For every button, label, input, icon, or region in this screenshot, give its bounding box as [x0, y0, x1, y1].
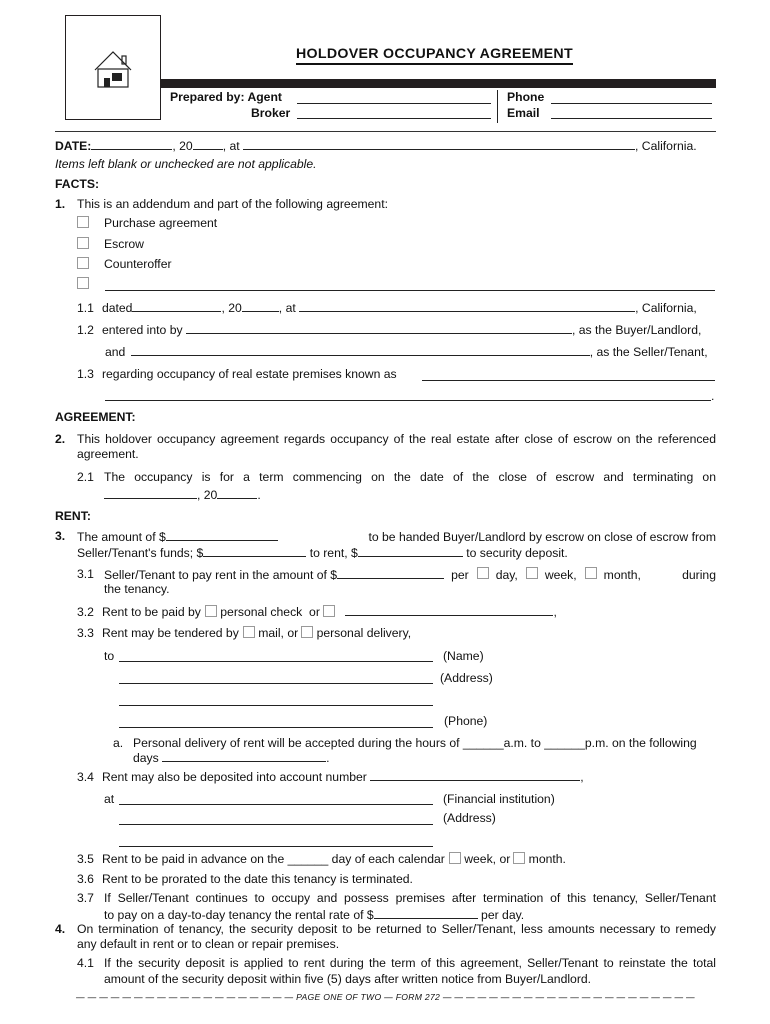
day-label: day,: [495, 568, 518, 582]
section-3-3: [77, 626, 411, 640]
section-3-1-number: 3.1: [77, 567, 94, 581]
delivery-days-field[interactable]: [162, 750, 326, 762]
item-2-number: 2.: [55, 432, 66, 446]
section-3-1-line-2: the tenancy.: [104, 582, 170, 596]
place-field[interactable]: [243, 138, 635, 150]
broker-field[interactable]: [297, 107, 491, 119]
end-year-field[interactable]: [217, 487, 257, 499]
days-label: days: [133, 751, 159, 765]
premises-label: regarding occupancy of real estate premises known as: [101, 367, 397, 381]
buyer-role-label: , as the Buyer/Landlord,: [571, 323, 702, 337]
facts-heading: FACTS:: [55, 177, 100, 191]
year-prefix: , 20: [172, 139, 193, 153]
personal-delivery-checkbox[interactable]: [301, 626, 313, 638]
item-4-number: 4.: [55, 922, 66, 936]
item-2-line-2: agreement.: [77, 447, 139, 461]
or-label: or: [309, 605, 320, 619]
week-label: week,: [544, 568, 577, 582]
option-counteroffer[interactable]: [77, 257, 172, 271]
item-2-line-1: This holdover occupancy agreement regards occupancy of the real estate after close of escrow on the referenced: [77, 432, 716, 446]
recipient-address-field-2[interactable]: [119, 694, 433, 706]
other-agreement-field[interactable]: [105, 279, 715, 291]
week-or-label: week, or: [464, 852, 511, 866]
account-label: Rent may also be deposited into account number: [101, 770, 367, 784]
premises-field-2[interactable]: [105, 389, 711, 401]
section-3-1-line-1: [104, 567, 716, 582]
broker-label: Broker: [251, 106, 291, 120]
page-footer: — — — — — — — — — — — — — — — — — — — PAGE ONE OF TWO — FORM 272 — — — — — — — — — — — — — — — — — — — — — —: [76, 992, 695, 1002]
year-field[interactable]: [242, 300, 279, 312]
institution-address-field[interactable]: [119, 813, 433, 825]
dated-field[interactable]: [132, 300, 221, 312]
institution-address-label: (Address): [443, 811, 496, 825]
section-3-4: 3.4 Rent may also be deposited into account number ,: [77, 770, 584, 784]
date-label: DATE:: [55, 139, 92, 153]
amount-label: The amount of $: [77, 530, 166, 544]
handed-label: to be handed Buyer/Landlord by escrow on close of escrow from: [368, 530, 716, 544]
california-label: , California,: [635, 301, 697, 315]
to-deposit-label: to security deposit.: [466, 546, 568, 560]
email-label: Email: [507, 106, 540, 120]
institution-address-field-2[interactable]: [119, 835, 433, 847]
section-2-1-line-2: , 20 .: [104, 487, 261, 502]
per-day-label: per day.: [481, 908, 525, 922]
at-label-2: at: [104, 792, 115, 806]
section-3-6: [77, 872, 413, 886]
section-2-1-number: 2.1: [77, 470, 94, 484]
checkbox[interactable]: [77, 257, 89, 269]
account-number-field[interactable]: [370, 769, 580, 781]
agent-field[interactable]: [297, 92, 491, 104]
week-checkbox[interactable]: [526, 567, 538, 579]
item-1-text: This is an addendum and part of the following agreement:: [77, 197, 388, 211]
month-label: month, during: [603, 568, 716, 582]
california-label: , California.: [635, 139, 697, 153]
phone-label: Phone: [507, 90, 545, 104]
address-label: (Address): [440, 671, 493, 685]
year-prefix: , 20: [197, 488, 218, 502]
date-line: [55, 138, 697, 153]
advance-label: Rent to be paid in advance on the ______ day of each calendar: [101, 852, 445, 866]
section-3-7-number: 3.7: [77, 891, 94, 905]
section-1-2-seller: [105, 344, 708, 359]
checkbox[interactable]: [77, 237, 89, 249]
mail-label: mail, or: [258, 626, 299, 640]
checkbox[interactable]: [77, 216, 89, 228]
prorated-text: Rent to be prorated to the date this tenancy is terminated.: [101, 872, 413, 886]
rent-amount-label: Seller/Tenant to pay rent in the amount of $: [104, 568, 338, 582]
personal-delivery-label: personal delivery,: [316, 626, 412, 640]
section-1-3: [77, 367, 397, 381]
item-3-line-2: [77, 545, 568, 560]
section-1-2: [77, 322, 701, 337]
seller-role-label: , as the Seller/Tenant,: [589, 345, 708, 359]
week-checkbox-2[interactable]: [449, 852, 461, 864]
section-number: 1.2: [77, 323, 94, 337]
rent-heading: RENT:: [55, 509, 91, 523]
phone-field[interactable]: [551, 92, 712, 104]
recipient-phone-field[interactable]: [119, 716, 433, 728]
at-label: , at: [222, 139, 240, 153]
personal-check-label: personal check: [220, 605, 303, 619]
subsection-a-number: a.: [113, 736, 124, 750]
section-number: 1.1: [77, 301, 94, 315]
to-rent-label: to rent, $: [309, 546, 358, 560]
option-escrow[interactable]: [77, 237, 144, 251]
mail-checkbox[interactable]: [243, 626, 255, 638]
item-3-line-1: [77, 529, 716, 544]
date-field[interactable]: [91, 138, 172, 150]
logo-box: [65, 15, 161, 120]
prepared-by-label: Prepared by: Agent: [170, 90, 282, 104]
per-label: per: [451, 568, 469, 582]
month-checkbox-2[interactable]: [513, 852, 525, 864]
section-4-1-number: 4.1: [77, 956, 94, 970]
option-label: Counteroffer: [104, 257, 172, 271]
section-2-1-line-1: The occupancy is for a term commencing on the date of the close of escrow and terminating on: [104, 470, 716, 484]
place-field[interactable]: [299, 300, 635, 312]
item-1-number: 1.: [55, 197, 66, 211]
rent-portion-field[interactable]: [203, 545, 306, 557]
to-label: to: [104, 649, 115, 663]
daily-rate-field[interactable]: [374, 907, 478, 919]
month-label-2: month.: [528, 852, 566, 866]
tendered-by-label: Rent may be tendered by: [101, 626, 239, 640]
entered-into-label: entered into by: [101, 323, 183, 337]
other-payment-checkbox[interactable]: [323, 605, 335, 617]
section-number: 3.3: [77, 626, 94, 640]
and-label: and: [105, 345, 126, 359]
seller-name-field[interactable]: [131, 344, 590, 356]
section-4-1-line-2: amount of the security deposit within five (5) days after written notice from Buyer/Landlord.: [104, 972, 592, 986]
subsection-a-line-1: Personal delivery of rent will be accepted during the hours of ______a.m. to ______p.m. on the following: [133, 736, 697, 750]
at-label: , at: [278, 301, 296, 315]
month-checkbox[interactable]: [585, 567, 597, 579]
option-label: Purchase agreement: [104, 216, 218, 230]
premises-field[interactable]: [422, 369, 715, 381]
subsection-a-line-2: days .: [133, 751, 330, 765]
section-3-5: [77, 852, 566, 866]
header-separator: [497, 90, 498, 123]
section-number: 3.2: [77, 605, 94, 619]
checkbox[interactable]: [77, 277, 89, 289]
item-4-line-1: On termination of tenancy, the security deposit to be returned to Seller/Tenant, less amounts necessary to remedy: [77, 922, 716, 936]
option-label: Escrow: [104, 237, 144, 251]
email-field[interactable]: [551, 107, 712, 119]
paid-by-label: Rent to be paid by: [101, 605, 201, 619]
blank-note: Items left blank or unchecked are not applicable.: [55, 157, 317, 171]
phone-label-2: (Phone): [444, 714, 488, 728]
day-checkbox[interactable]: [477, 567, 489, 579]
house-icon: [66, 16, 160, 119]
rental-rate-label: to pay on a day-to-day tenancy the rental rate of $: [104, 908, 374, 922]
other-payment-field[interactable]: [345, 604, 553, 616]
option-purchase-agreement[interactable]: [77, 216, 217, 230]
section-number: 3.5: [77, 852, 94, 866]
buyer-name-field[interactable]: [186, 322, 572, 334]
dated-label: dated: [101, 301, 133, 315]
year-prefix: , 20: [221, 301, 242, 315]
form-title: HOLDOVER OCCUPANCY AGREEMENT: [296, 46, 573, 65]
item-3-number: 3.: [55, 529, 66, 543]
name-label: (Name): [443, 649, 484, 663]
deposit-portion-field[interactable]: [358, 545, 463, 557]
funds-label: Seller/Tenant's funds; $: [77, 546, 204, 560]
section-3-7-line-2: [104, 907, 524, 922]
year-field[interactable]: [193, 138, 223, 150]
section-number: 3.4: [77, 770, 94, 784]
personal-check-checkbox[interactable]: [205, 605, 217, 617]
agreement-heading: AGREEMENT:: [55, 410, 136, 424]
section-3-7-line-1: If Seller/Tenant continues to occupy and possess premises after termination of this tenancy, Seller/Tenant: [104, 891, 716, 905]
end-date-field[interactable]: [104, 487, 197, 499]
option-other[interactable]: [77, 277, 89, 291]
section-number: 3.6: [77, 872, 94, 886]
section-number: 1.3: [77, 367, 94, 381]
section-1-1: [77, 300, 697, 315]
institution-field[interactable]: [119, 793, 433, 805]
section-4-1-line-1: If the security deposit is applied to rent during the term of this agreement, Seller/Tenant to reinstate the total: [104, 956, 716, 970]
header-divider: [55, 131, 716, 132]
recipient-address-field[interactable]: [119, 672, 433, 684]
rent-amount-field[interactable]: [337, 567, 444, 579]
item-4-line-2: any default in rent or to clean or repair premises.: [77, 937, 340, 951]
institution-label: (Financial institution): [443, 792, 555, 806]
amount-field[interactable]: [166, 529, 278, 541]
section-3-2: 3.2 Rent to be paid by personal check or ,: [77, 605, 557, 619]
recipient-name-field[interactable]: [119, 650, 433, 662]
